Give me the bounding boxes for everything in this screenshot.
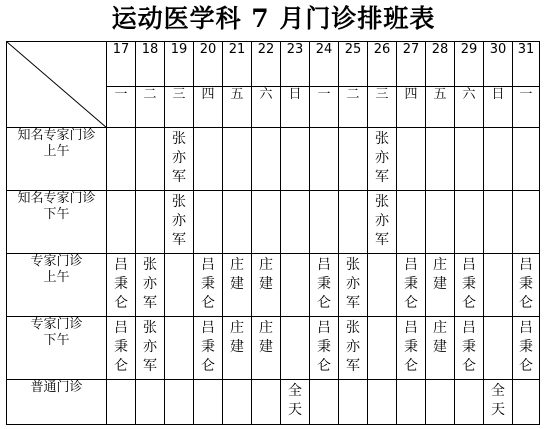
date-cell: 21 [223, 42, 252, 87]
schedule-cell [339, 254, 368, 317]
doctor-name: 庄 建 [230, 257, 244, 292]
date-cell: 27 [397, 42, 426, 87]
schedule-cell [165, 191, 194, 254]
schedule-row [7, 254, 540, 317]
row-label-line2: 下午 [43, 207, 70, 222]
weekday-cell: 五 [426, 87, 455, 128]
doctor-name: 张 亦 军 [143, 320, 157, 374]
schedule-cell [426, 254, 455, 317]
schedule-cell [484, 317, 513, 380]
schedule-cell [194, 128, 223, 191]
weekday-cell: 六 [455, 87, 484, 128]
schedule-cell [107, 380, 136, 425]
schedule-cell [426, 128, 455, 191]
doctor-name: 全 天 [491, 383, 505, 418]
row-label-line1: 知名专家门诊 [17, 128, 96, 143]
weekday-cell: 一 [310, 87, 339, 128]
schedule-cell [484, 254, 513, 317]
date-cell: 20 [194, 42, 223, 87]
schedule-cell [397, 128, 426, 191]
doctor-name: 张 亦 军 [172, 131, 186, 185]
header-corner-cell [7, 42, 107, 128]
row-label [7, 128, 107, 191]
schedule-cell [107, 317, 136, 380]
schedule-cell [252, 191, 281, 254]
schedule-cell [281, 191, 310, 254]
schedule-cell [397, 191, 426, 254]
schedule-cell [165, 254, 194, 317]
doctor-name: 张 亦 军 [375, 194, 389, 248]
row-label-line2: 上午 [43, 144, 70, 159]
schedule-cell [223, 191, 252, 254]
row-label [7, 191, 107, 254]
doctor-name: 全 天 [288, 383, 302, 418]
schedule-cell [194, 317, 223, 380]
date-cell: 29 [455, 42, 484, 87]
schedule-cell [368, 317, 397, 380]
schedule-row [7, 380, 540, 425]
row-label [7, 380, 107, 425]
schedule-cell [513, 191, 540, 254]
doctor-name: 吕 秉 仑 [114, 257, 128, 311]
schedule-cell [165, 317, 194, 380]
page-title: 运动医学科 7 月门诊排班表 [111, 4, 436, 33]
schedule-cell [136, 317, 165, 380]
schedule-cell [397, 254, 426, 317]
schedule-cell [281, 317, 310, 380]
schedule-cell [455, 191, 484, 254]
weekday-cell: 二 [136, 87, 165, 128]
schedule-cell [397, 380, 426, 425]
diagonal-line [7, 42, 107, 128]
schedule-cell [310, 128, 339, 191]
schedule-cell [281, 380, 310, 425]
schedule-cell [252, 128, 281, 191]
weekday-cell: 一 [107, 87, 136, 128]
row-label [7, 317, 107, 380]
schedule-cell [165, 128, 194, 191]
doctor-name: 张 亦 军 [346, 257, 360, 311]
schedule-cell [455, 317, 484, 380]
schedule-cell [368, 380, 397, 425]
doctor-name: 吕 秉 仑 [404, 257, 418, 311]
doctor-name: 吕 秉 仑 [462, 257, 476, 311]
schedule-cell [136, 191, 165, 254]
weekday-cell: 一 [513, 87, 540, 128]
schedule-cell [281, 128, 310, 191]
doctor-name: 吕 秉 仑 [201, 257, 215, 311]
schedule-cell [484, 191, 513, 254]
doctor-name: 吕 秉 仑 [317, 320, 331, 374]
schedule-cell [194, 380, 223, 425]
schedule-cell [339, 317, 368, 380]
row-label-line1: 普通门诊 [30, 380, 83, 395]
doctor-name: 张 亦 军 [346, 320, 360, 374]
row-label-line1: 知名专家门诊 [17, 191, 96, 206]
doctor-name: 庄 建 [433, 257, 447, 292]
schedule-cell [513, 317, 540, 380]
doctor-name: 吕 秉 仑 [519, 320, 533, 374]
doctor-name: 吕 秉 仑 [404, 320, 418, 374]
schedule-cell [368, 254, 397, 317]
schedule-cell [339, 191, 368, 254]
schedule-cell [455, 128, 484, 191]
schedule-cell [339, 380, 368, 425]
date-cell: 31 [513, 42, 540, 87]
date-cell: 28 [426, 42, 455, 87]
date-cell: 25 [339, 42, 368, 87]
schedule-cell [310, 254, 339, 317]
doctor-name: 张 亦 军 [172, 194, 186, 248]
schedule-cell [136, 128, 165, 191]
date-cell: 23 [281, 42, 310, 87]
weekday-cell: 四 [194, 87, 223, 128]
row-label-line1: 专家门诊 [30, 317, 83, 332]
date-cell: 26 [368, 42, 397, 87]
schedule-cell [310, 380, 339, 425]
doctor-name: 张 亦 军 [143, 257, 157, 311]
weekday-cell: 日 [281, 87, 310, 128]
date-cell: 30 [484, 42, 513, 87]
schedule-cell [513, 128, 540, 191]
doctor-name: 吕 秉 仑 [114, 320, 128, 374]
schedule-cell [513, 254, 540, 317]
schedule-cell [310, 191, 339, 254]
schedule-cell [426, 317, 455, 380]
schedule-cell [368, 128, 397, 191]
row-label-line1: 专家门诊 [30, 254, 83, 269]
doctor-name: 吕 秉 仑 [519, 257, 533, 311]
date-cell: 19 [165, 42, 194, 87]
doctor-name: 庄 建 [259, 320, 273, 355]
schedule-cell [310, 317, 339, 380]
schedule-cell [107, 254, 136, 317]
weekday-cell: 三 [165, 87, 194, 128]
schedule-cell [426, 191, 455, 254]
schedule-cell [252, 254, 281, 317]
schedule-cell [223, 380, 252, 425]
schedule-row [7, 317, 540, 380]
schedule-cell [426, 380, 455, 425]
weekday-cell: 四 [397, 87, 426, 128]
date-cell: 22 [252, 42, 281, 87]
schedule-cell [107, 191, 136, 254]
schedule-cell [136, 254, 165, 317]
schedule-cell [484, 128, 513, 191]
doctor-name: 张 亦 军 [375, 131, 389, 185]
weekday-cell: 三 [368, 87, 397, 128]
schedule-row [7, 128, 540, 191]
schedule-cell [397, 317, 426, 380]
schedule-cell [223, 254, 252, 317]
row-label-line2: 上午 [43, 270, 70, 285]
schedule-cell [339, 128, 368, 191]
schedule-cell [484, 380, 513, 425]
schedule-cell [455, 380, 484, 425]
schedule-cell [223, 317, 252, 380]
schedule-cell [194, 191, 223, 254]
schedule-row [7, 191, 540, 254]
date-cell: 18 [136, 42, 165, 87]
schedule-cell [136, 380, 165, 425]
schedule-cell [513, 380, 540, 425]
schedule-cell [252, 317, 281, 380]
date-cell: 24 [310, 42, 339, 87]
schedule-cell [252, 380, 281, 425]
schedule-cell [223, 128, 252, 191]
doctor-name: 吕 秉 仑 [317, 257, 331, 311]
weekday-cell: 日 [484, 87, 513, 128]
doctor-name: 吕 秉 仑 [462, 320, 476, 374]
schedule-cell [165, 380, 194, 425]
doctor-name: 庄 建 [259, 257, 273, 292]
row-label [7, 254, 107, 317]
weekday-cell: 六 [252, 87, 281, 128]
schedule-table [6, 41, 540, 425]
schedule-cell [368, 191, 397, 254]
date-cell: 17 [107, 42, 136, 87]
weekday-cell: 五 [223, 87, 252, 128]
doctor-name: 庄 建 [433, 320, 447, 355]
doctor-name: 吕 秉 仑 [201, 320, 215, 374]
schedule-cell [281, 254, 310, 317]
schedule-cell [107, 128, 136, 191]
weekday-cell: 二 [339, 87, 368, 128]
schedule-cell [455, 254, 484, 317]
row-label-line2: 下午 [43, 333, 70, 348]
doctor-name: 庄 建 [230, 320, 244, 355]
schedule-cell [194, 254, 223, 317]
